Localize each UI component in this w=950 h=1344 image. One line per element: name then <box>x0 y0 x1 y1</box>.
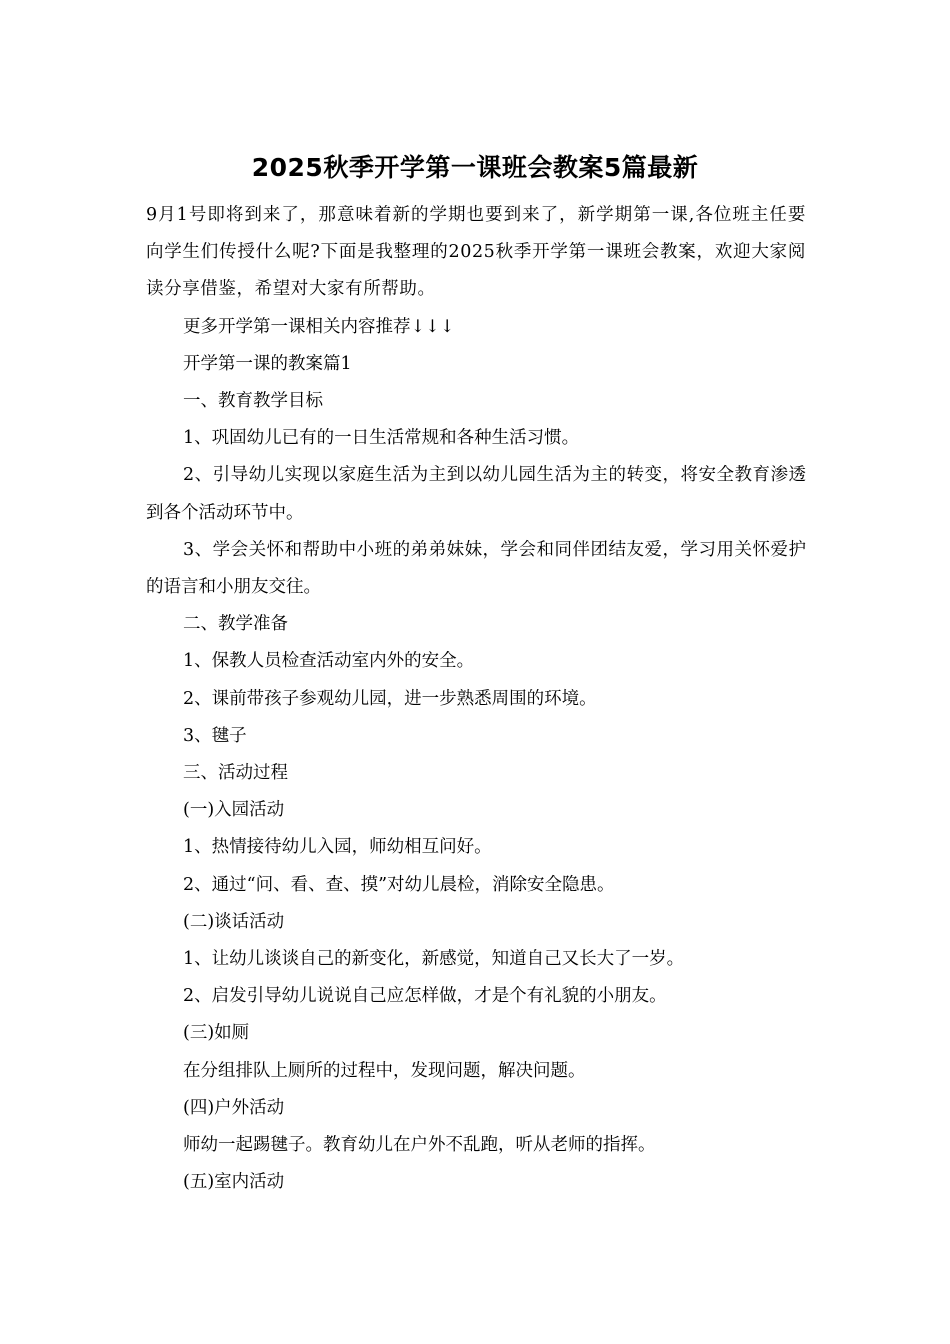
list-item: 1、巩固幼儿已有的一日生活常规和各种生活习惯。 <box>183 428 580 449</box>
list-item: 3、学会关怀和帮助中小班的弟弟妹妹，学会和同伴团结友爱，学习用关怀爱护的语言和小朋友交往。 <box>146 539 806 598</box>
step-heading: (三)如厕 <box>183 1023 250 1044</box>
intro-paragraph: 9月1号即将到来了，那意味着新的学期也要到来了，新学期第一课,各位班主任要向学生们传授什么呢?下面是我整理的2025秋季开学第一课班会教案，欢迎大家阅读分享借鉴，希望对大家有所帮助。 <box>146 205 806 300</box>
subsection-heading: 二、教学准备 <box>183 614 288 635</box>
step-heading: (一)入园活动 <box>183 800 285 821</box>
subsection-heading: 三、活动过程 <box>183 763 288 784</box>
document-title: 2025秋季开学第一课班会教案5篇最新 <box>251 153 699 182</box>
list-item: 1、热情接待幼儿入园，师幼相互问好。 <box>183 837 492 858</box>
body-paragraph: 师幼一起踢毽子。教育幼儿在户外不乱跑，听从老师的指挥。 <box>183 1135 656 1156</box>
step-heading: (四)户外活动 <box>183 1097 285 1118</box>
document-body <box>146 197 806 1201</box>
list-item: 1、让幼儿谈谈自己的新变化，新感觉，知道自己又长大了一岁。 <box>183 949 685 970</box>
subsection-heading: 一、教育教学目标 <box>183 391 323 412</box>
recommend-line: 更多开学第一课相关内容推荐↓↓↓ <box>183 316 455 337</box>
step-heading: (二)谈话活动 <box>183 911 285 932</box>
list-item: 2、通过“问、看、查、摸”对幼儿晨检，消除安全隐患。 <box>183 874 615 895</box>
step-heading: (五)室内活动 <box>183 1172 285 1193</box>
list-item: 2、启发引导幼儿说说自己应怎样做，才是个有礼貌的小朋友。 <box>183 986 667 1007</box>
body-paragraph: 在分组排队上厕所的过程中，发现问题，解决问题。 <box>183 1060 586 1081</box>
list-item: 3、毽子 <box>183 725 247 746</box>
list-item: 1、保教人员检查活动室内外的安全。 <box>183 651 475 672</box>
list-item: 2、课前带孩子参观幼儿园，进一步熟悉周围的环境。 <box>183 688 597 709</box>
section-heading: 开学第一课的教案篇1 <box>183 353 352 374</box>
list-item: 2、引导幼儿实现以家庭生活为主到以幼儿园生活为主的转变，将安全教育渗透到各个活动环节中。 <box>146 465 806 523</box>
